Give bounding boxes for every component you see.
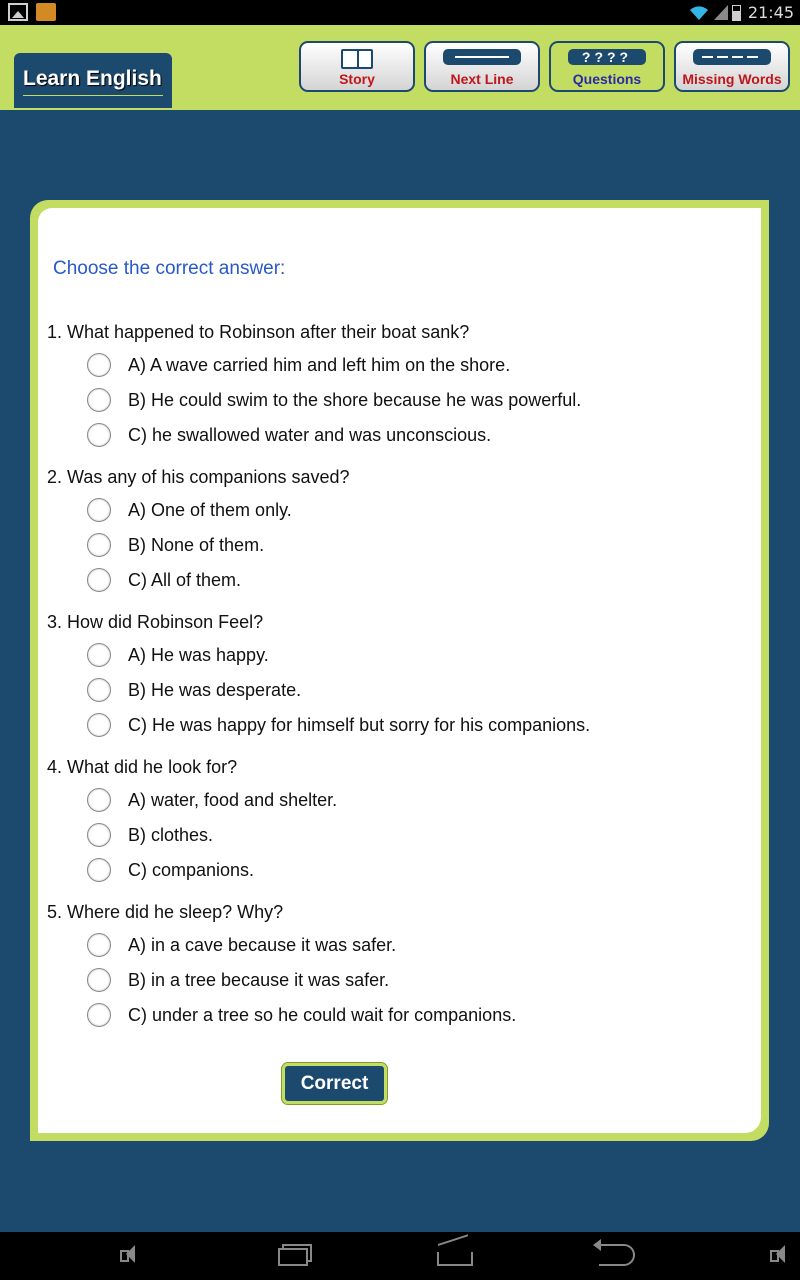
option-2a[interactable]: [87, 496, 292, 524]
option-4c[interactable]: [87, 856, 254, 884]
option-label: A) A wave carried him and left him on the shore.: [128, 354, 511, 375]
tab-story[interactable]: [299, 41, 415, 92]
radio-button[interactable]: [87, 643, 111, 667]
tab-missing-words-label: Missing Words: [682, 71, 782, 87]
home-icon[interactable]: [437, 1244, 473, 1266]
dashes-icon: [693, 49, 771, 65]
option-5a[interactable]: [87, 931, 396, 959]
tab-story-label: Story: [339, 71, 375, 87]
option-label: A) He was happy.: [128, 644, 269, 665]
navigation-bar: [0, 1232, 800, 1280]
radio-button[interactable]: [87, 388, 111, 412]
tab-next-line-label: Next Line: [450, 71, 514, 87]
radio-button[interactable]: [87, 678, 111, 702]
back-icon[interactable]: [599, 1244, 635, 1266]
option-3c[interactable]: [87, 711, 590, 739]
option-label: A) One of them only.: [128, 499, 292, 520]
radio-button[interactable]: [87, 423, 111, 447]
option-label: C) he swallowed water and was unconscious.: [128, 424, 492, 445]
tab-questions-label: Questions: [572, 71, 642, 87]
app-notification-icon: [36, 3, 56, 21]
question-4: 4. What did he look for?: [47, 757, 238, 777]
tab-missing-words[interactable]: [674, 41, 790, 92]
option-label: B) in a tree because it was safer.: [128, 969, 390, 990]
battery-icon: [732, 5, 741, 21]
book-icon: [341, 49, 373, 69]
radio-button[interactable]: [87, 498, 111, 522]
option-label: C) under a tree so he could wait for companions.: [128, 1004, 517, 1025]
option-label: C) companions.: [128, 859, 255, 880]
signal-icon: [714, 5, 728, 20]
status-bar: [0, 0, 800, 25]
tab-questions[interactable]: [549, 41, 665, 92]
question-2: 2. Was any of his companions saved?: [47, 467, 350, 487]
option-5c[interactable]: [87, 1001, 516, 1029]
radio-button[interactable]: [87, 788, 111, 812]
radio-button[interactable]: [87, 1003, 111, 1027]
question-5: 5. Where did he sleep? Why?: [47, 902, 284, 922]
option-4a[interactable]: [87, 786, 337, 814]
option-1b[interactable]: [87, 386, 581, 414]
option-3b[interactable]: [87, 676, 301, 704]
app-header: [0, 25, 800, 110]
radio-button[interactable]: [87, 858, 111, 882]
radio-button[interactable]: [87, 568, 111, 592]
app-logo: [14, 53, 172, 108]
clock: 21:45: [747, 3, 794, 22]
line-icon: [443, 49, 521, 65]
option-label: B) None of them.: [128, 534, 265, 555]
question-3: 3. How did Robinson Feel?: [47, 612, 264, 632]
recent-apps-icon[interactable]: [278, 1244, 310, 1264]
option-label: B) He could swim to the shore because he was powerful.: [128, 389, 582, 410]
tab-next-line[interactable]: [424, 41, 540, 92]
gallery-notification-icon: [8, 3, 28, 21]
option-label: C) He was happy for himself but sorry for his companions.: [128, 714, 591, 735]
option-4b[interactable]: [87, 821, 213, 849]
wifi-icon: [688, 5, 710, 21]
option-3a[interactable]: [87, 641, 269, 669]
quiz-card: [30, 200, 769, 1141]
question-marks-icon: ????: [568, 49, 646, 65]
radio-button[interactable]: [87, 823, 111, 847]
volume-up-icon[interactable]: [770, 1244, 792, 1264]
option-label: B) He was desperate.: [128, 679, 302, 700]
option-2b[interactable]: [87, 531, 264, 559]
volume-down-icon[interactable]: [120, 1244, 138, 1264]
app-logo-text: Learn English: [23, 67, 162, 90]
option-5b[interactable]: [87, 966, 389, 994]
radio-button[interactable]: [87, 353, 111, 377]
radio-button[interactable]: [87, 713, 111, 737]
option-label: B) clothes.: [128, 824, 214, 845]
question-1: 1. What happened to Robinson after their boat sank?: [47, 322, 470, 342]
quiz-panel: [38, 208, 761, 1133]
option-label: A) in a cave because it was safer.: [128, 934, 397, 955]
radio-button[interactable]: [87, 933, 111, 957]
quiz-instruction: Choose the correct answer:: [53, 258, 286, 279]
radio-button[interactable]: [87, 533, 111, 557]
option-label: C) All of them.: [128, 569, 242, 590]
option-1a[interactable]: [87, 351, 510, 379]
option-2c[interactable]: [87, 566, 241, 594]
option-label: A) water, food and shelter.: [128, 789, 338, 810]
option-1c[interactable]: [87, 421, 491, 449]
radio-button[interactable]: [87, 968, 111, 992]
correct-button[interactable]: Correct: [282, 1063, 387, 1104]
